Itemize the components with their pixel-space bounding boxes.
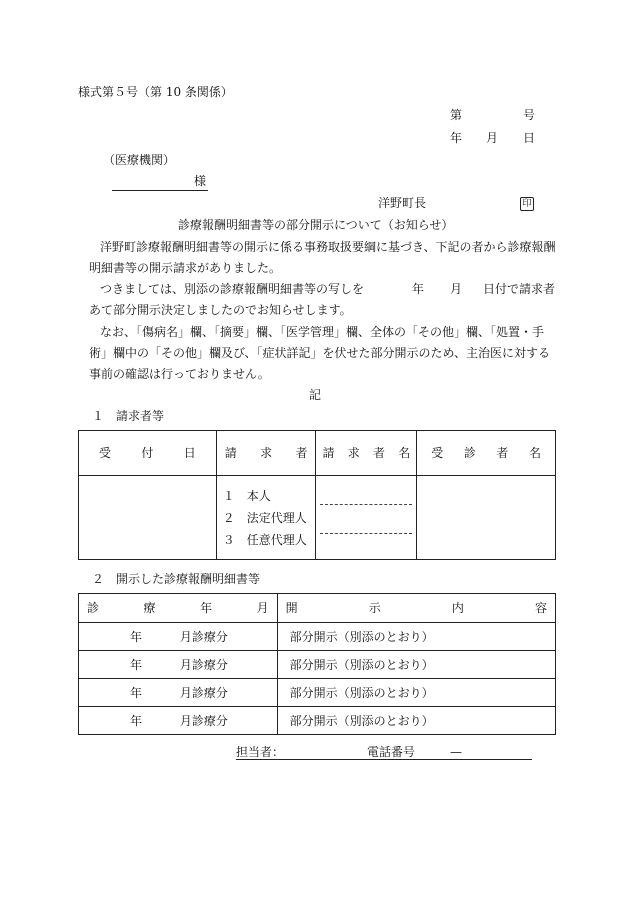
contact-line [236,746,532,760]
row-month: 月診療分 [179,629,228,644]
header-treatment-month: 診 療 年 月 [79,594,278,623]
row-year: 年 [130,657,143,672]
table-row [79,651,556,679]
document-title: 診療報酬明細書等の部分開示について（お知らせ） [178,218,454,232]
row-content: 部分開示（別添のとおり） [289,657,434,672]
phone-label: 電話番号 [367,745,416,759]
row-content: 部分開示（別添のとおり） [289,685,434,700]
body-p1-line1: 洋野町診療報酬明細書等の開示に係る事務取扱要綱に基づき、下記の者から診療報酬 [100,240,556,254]
requester-table-row [79,476,556,560]
row-year: 年 [130,685,143,700]
body-p2-line2: あて部分開示決定しましたのでお知らせします。 [89,303,352,317]
row-year: 年 [130,629,143,644]
doc-number-suffix: 号 [523,108,536,122]
person-label: 担当者： [236,745,285,759]
row-year: 年 [130,713,143,728]
header-requester-name: 請 求 者 名 [316,431,417,476]
recipient-name-line [112,175,208,191]
header-patient-name: 受 診 者 名 [417,431,556,476]
date-day: 日 [523,131,536,145]
section1-heading: １ 請求者等 [92,409,165,423]
header-requester: 請 求 者 [216,431,316,476]
date-year: 年 [450,131,463,145]
section2-heading: ２ 開示した診療報酬明細書等 [92,572,261,586]
header-reception-date: 受 付 日 [79,431,217,476]
ki-marker: 記 [309,388,322,402]
disclosure-table-header [79,594,556,623]
body-p2-line1a: つきましては、別添の診療報酬明細書等の写しを [100,282,365,296]
phone-dash: — [450,745,462,759]
table-row [79,623,556,651]
cell-patient-name [417,476,556,560]
table-row [79,707,556,735]
requester-type-legal: ２ 法定代理人 [222,510,307,525]
cell-requester-type [216,476,316,560]
row-month: 月診療分 [179,685,228,700]
recipient-label: （医療機関） [103,153,176,167]
header-disclosure-content: 開 示 内 容 [277,594,555,623]
row-content: 部分開示（別添のとおり） [289,629,434,644]
body-p2-line1b: 日付で請求者 [483,282,556,296]
sender-name: 洋野町長 [378,196,427,210]
row-content: 部分開示（別添のとおり） [289,713,434,728]
row-month: 月診療分 [179,657,228,672]
table-row [79,679,556,707]
body-p1-line2: 明細書等の開示請求がありました。 [89,261,282,275]
body-p3-line1: なお、「傷病名」欄、「摘要」欄、「医学管理」欄、全体の「その他」欄、「処置・手 [100,325,545,339]
requester-type-voluntary: ３ 任意代理人 [222,532,307,547]
row-month: 月診療分 [179,713,228,728]
body-p3-line3: 事前の確認は行っておりません。 [89,367,270,381]
form-number: 様式第５号（第 10 条関係） [78,85,233,99]
requester-type-self: １ 本人 [222,488,271,503]
cell-requester-name [316,476,417,560]
recipient-honorific: 様 [193,174,206,188]
body-p2-year: 年 [412,282,425,296]
requester-table-header [79,431,556,476]
body-p2-month: 月 [450,282,463,296]
requester-table [78,430,556,560]
seal-icon: 印 [520,196,534,211]
disclosure-table [78,593,556,735]
body-p3-line2: 術」欄中の「その他」欄及び、「症状詳記」を伏せた部分開示のため、主治医に対する [89,346,551,360]
doc-number-prefix: 第 [450,108,463,122]
cell-reception-date [79,476,217,560]
date-month: 月 [486,131,499,145]
